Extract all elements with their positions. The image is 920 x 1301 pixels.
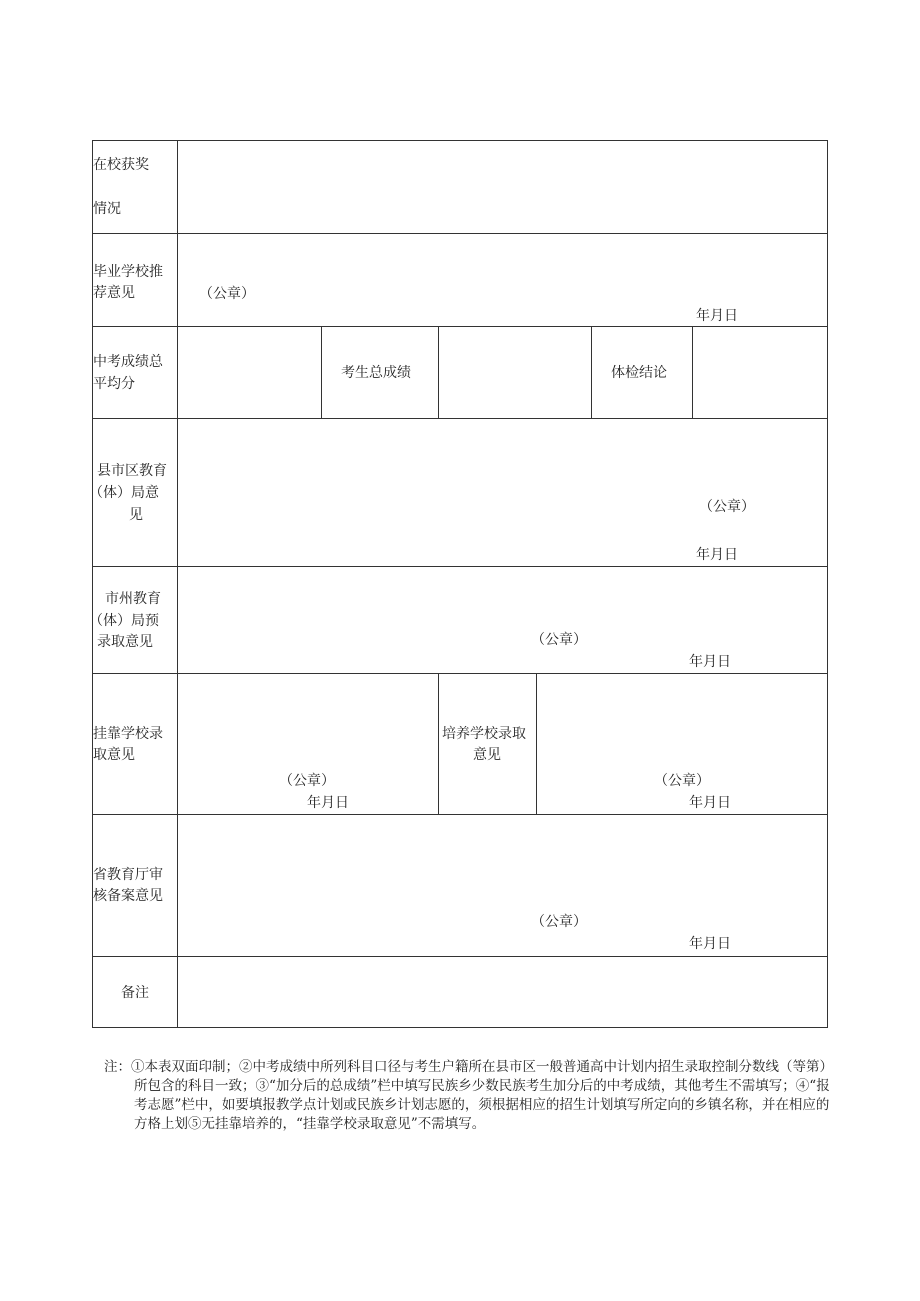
avg-score-label: 中考成绩总 [93,354,163,370]
seal-text: （公章） [699,499,755,515]
training-school-label: 意见 [473,747,501,763]
row-divider [93,673,827,674]
avg-score-label: 平均分 [93,376,135,392]
footnote [104,1058,832,1134]
label-column-divider [177,141,178,1027]
remarks-label: 备注 [121,985,149,1001]
province-label: 省教育厅审 [93,867,163,883]
cell-divider [438,673,439,814]
total-score-label: 考生总成绩 [341,365,411,381]
row-divider [93,956,827,957]
city-bureau-label: （体）局预 [89,613,159,629]
cell-divider [536,673,537,814]
seal-text: （公章） [531,632,587,648]
seal-text: （公章） [531,914,587,930]
awards-label: 在校获奖 [93,157,149,173]
date-text: 年月日 [307,795,349,811]
city-bureau-label: 录取意见 [97,634,153,650]
row-divider [93,566,827,567]
footnote-text: 注：①本表双面印制；②中考成绩中所列科目口径与考生户籍所在县市区一般普通高中计划内招生录取控制分数线（等第）所包含的科目一致；③“加分后的总成绩”栏中填写民族乡少数民族考生加分后的中考成绩，其他考生不需填写；④“报考志愿”栏中，如要填报教学点计划或民族乡计划志愿的，须根据相应的招生计划填写所定向的乡镇名称，并在相应的方格上划⑤无挂靠培养的，“挂靠学校录取意见”不需填写。 [104,1059,830,1132]
school-rec-label: 毕业学校推 [93,264,163,280]
county-bureau-label: 见 [129,507,143,523]
date-text: 年月日 [689,795,731,811]
city-bureau-label: 市州教育 [105,591,161,607]
seal-text: （公章） [654,773,710,789]
cell-divider [321,326,322,418]
cell-divider [438,326,439,418]
admission-form-table [89,140,828,1028]
affiliate-school-label: 取意见 [93,747,135,763]
row-divider [93,814,827,815]
date-text: 年月日 [696,308,738,324]
cell-divider [591,326,592,418]
date-text: 年月日 [689,936,731,952]
row-divider [93,418,827,419]
county-bureau-label: 县市区教育 [97,463,167,479]
affiliate-school-label: 挂靠学校录 [93,726,163,742]
row-divider [93,326,827,327]
seal-text: （公章） [279,773,335,789]
training-school-label: 培养学校录取 [442,726,526,742]
cell-divider [692,326,693,418]
school-rec-label: 荐意见 [93,285,135,301]
date-text: 年月日 [696,547,738,563]
county-bureau-label: （体）局意 [89,485,159,501]
row-divider [93,233,827,234]
province-label: 核备案意见 [93,888,163,904]
date-text: 年月日 [689,654,731,670]
awards-label: 情况 [93,201,121,217]
health-check-label: 体检结论 [611,365,667,381]
seal-text: （公章） [199,286,255,302]
